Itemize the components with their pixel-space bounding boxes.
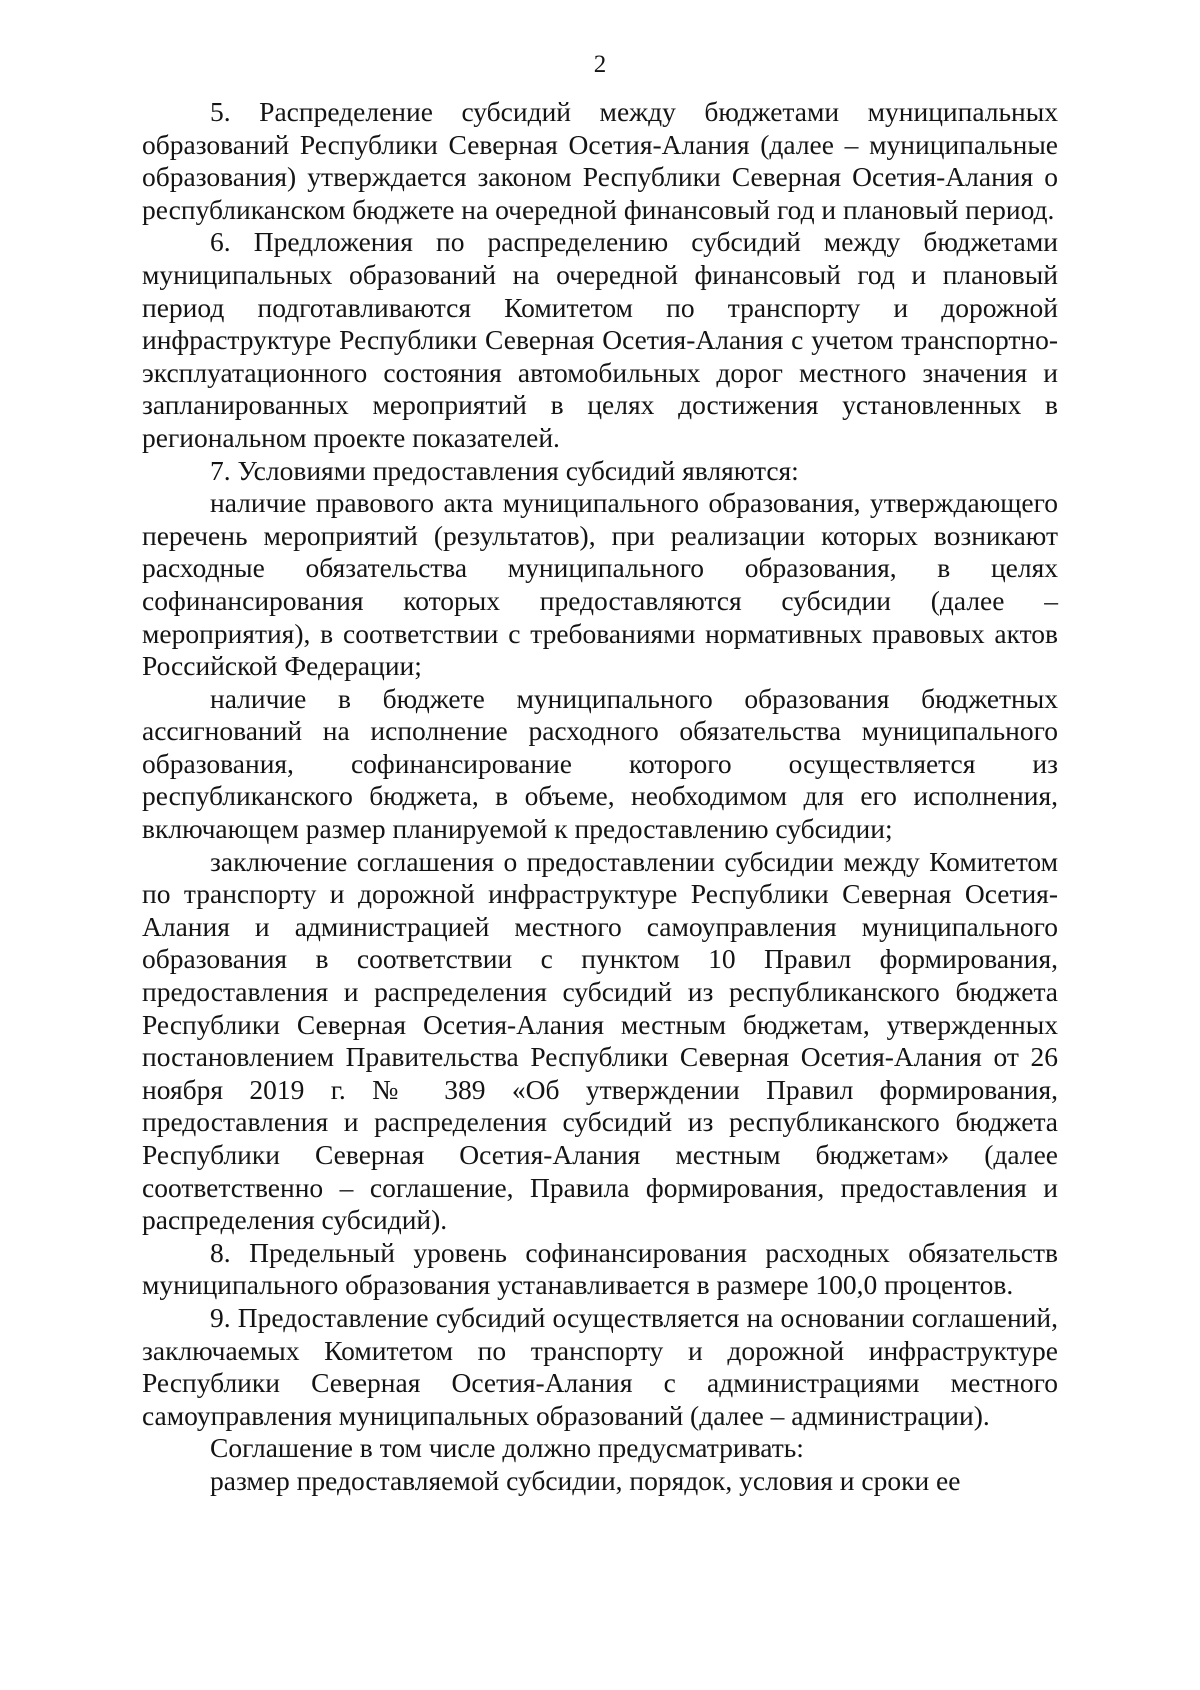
paragraph-item-7: 7. Условиями предоставления субсидий являются:	[210, 454, 799, 486]
condition-legal-act: наличие правового акта муниципального образования, утверждающего перечень мероприятий (результатов), при реализации которых возникают расходные обязательства муниципального образования, в целях софинансирования которых предоставляются субсидии (далее – мероприятия), в соответствии с требованиями нормативных правовых актов Российской Федерации;	[142, 487, 1058, 682]
condition-budget-allocations: наличие в бюджете муниципального образования бюджетных ассигнований на исполнение расходного обязательства муниципального образования, софинансирование которого осуществляется из республиканского бюджета, в объеме, необходимом для его исполнения, включающем размер планируемой к предоставлению субсидии;	[142, 682, 1058, 845]
agreement-provision-subsidy-size: размер предоставляемой субсидии, порядок, условия и сроки ее	[210, 1464, 961, 1496]
agreement-provisions-intro: Соглашение в том числе должно предусматривать:	[210, 1432, 804, 1464]
condition-agreement: заключение соглашения о предоставлении субсидии между Комитетом по транспорту и дорожной инфраструктуре Республики Северная Осетия-Алания и администрацией местного самоуправления муниципального образования в соответствии с пунктом 10 Правил формирования, предоставления и распределения субсидий из республиканского бюджета Республики Северная Осетия-Алания местным бюджетам, утвержденных постановлением Правительства Республики Северная Осетия-Алания от 26 ноября 2019 г. № 389 «Об утверждении Правил формирования, предоставления и распределения субсидий из республиканского бюджета Республики Северная Осетия-Алания местным бюджетам» (далее соответственно – соглашение, Правила формирования, предоставления и распределения субсидий).	[142, 845, 1058, 1236]
document-body	[142, 96, 1058, 1498]
paragraph-item-6: 6. Предложения по распределению субсидий между бюджетами муниципальных образований на очередной финансовый год и плановый период подготавливаются Комитетом по транспорту и дорожной инфраструктуре Республики Северная Осетия-Алания с учетом транспортно-эксплуатационного состояния автомобильных дорог местного значения и запланированных мероприятий в целях достижения установленных в региональном проекте показателей.	[142, 226, 1058, 453]
paragraph-item-5: 5. Распределение субсидий между бюджетами муниципальных образований Республики Северная Осетия-Алания (далее – муниципальные образования) утверждается законом Республики Северная Осетия-Алания о республиканском бюджете на очередной финансовый год и плановый период.	[142, 96, 1058, 225]
page-number: 2	[593, 51, 607, 78]
paragraph-item-8: 8. Предельный уровень софинансирования расходных обязательств муниципального образования устанавливается в размере 100,0 процентов.	[142, 1236, 1058, 1301]
paragraph-item-9: 9. Предоставление субсидий осуществляется на основании соглашений, заключаемых Комитетом по транспорту и дорожной инфраструктуре Республики Северная Осетия-Алания с администрациями местного самоуправления муниципальных образований (далее – администрации).	[142, 1301, 1058, 1431]
